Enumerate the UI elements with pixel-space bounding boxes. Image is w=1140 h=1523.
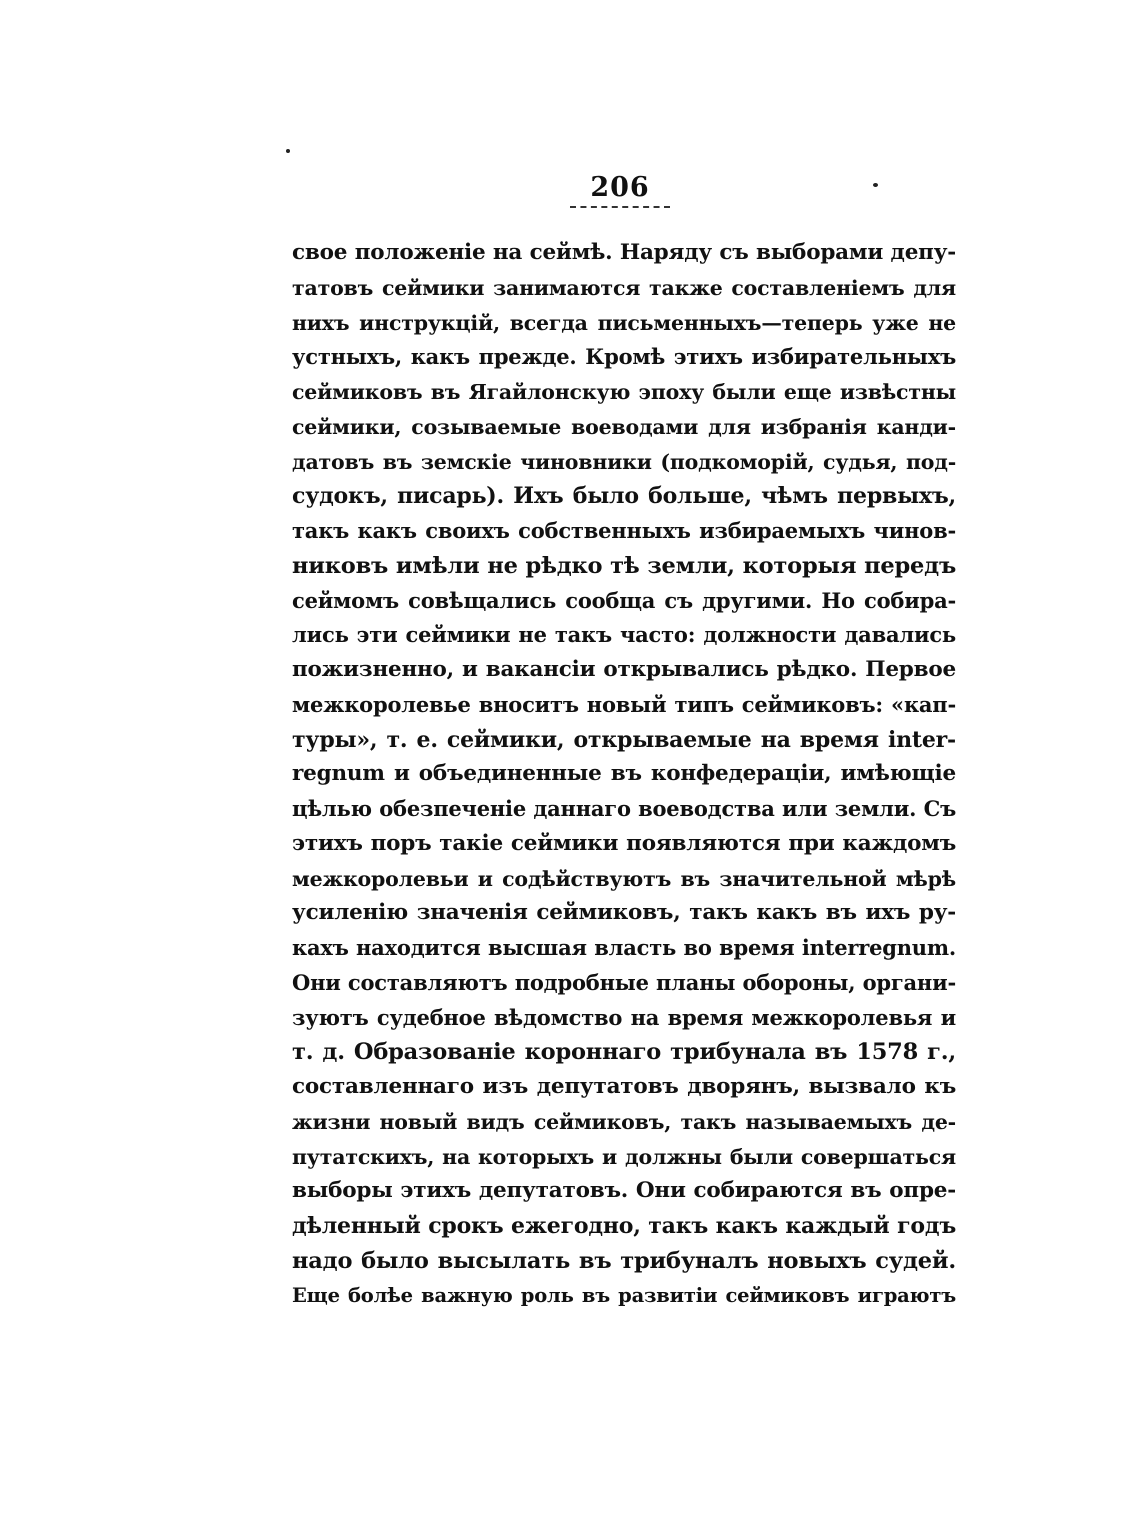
text-line: туры», т. е. сеймики, открываемые на время inter- <box>292 726 956 753</box>
text-line: дѣленный срокъ ежегодно, такъ какъ каждый годъ <box>292 1213 956 1239</box>
text-line: судокъ, писарь). Ихъ было больше, чѣмъ первыхъ, <box>292 483 956 510</box>
body-text <box>292 236 956 1313</box>
text-line: нихъ инструкцій, всегда письменныхъ—теперь уже не <box>292 310 956 335</box>
text-line: цѣлью обезпеченіе даннаго воеводства или земли. Съ <box>292 796 956 821</box>
text-line: устныхъ, какъ прежде. Кромѣ этихъ избирательныхъ <box>292 344 956 370</box>
text-line: regnum и объединенные въ конфедераціи, имѣющіе <box>292 761 956 787</box>
text-line: датовъ въ земскіе чиновники (подкоморій, судья, под- <box>292 449 956 474</box>
text-line: никовъ имѣли не рѣдко тѣ земли, которыя передъ <box>292 552 956 579</box>
text-line: пожизненно, и вакансіи открывались рѣдко. Первое <box>292 657 956 682</box>
text-line: лись эти сеймики не такъ часто: должности давались <box>292 622 956 648</box>
text-line: межкоролевье вноситъ новый типъ сеймиковъ: «кап- <box>292 691 956 717</box>
text-line: усиленію значенія сеймиковъ, такъ какъ въ ихъ ру- <box>292 900 956 926</box>
text-line: кахъ находится высшая власть во время interregnum. <box>292 935 956 960</box>
text-line: татовъ сеймики занимаются также составленіемъ для <box>292 275 956 300</box>
text-line: выборы этихъ депутатовъ. Они собираются въ опре- <box>292 1178 956 1204</box>
text-line: составленнаго изъ депутатовъ дворянъ, вызвало къ <box>292 1074 956 1099</box>
scan-speck <box>873 183 878 187</box>
header-rule <box>570 206 670 208</box>
text-line: сеймики, созываемые воеводами для избранія канди- <box>292 414 956 439</box>
text-line: межкоролевьи и содѣйствуютъ въ значительной мѣрѣ <box>292 866 956 891</box>
text-line: этихъ поръ такіе сеймики появляются при каждомъ <box>292 830 956 856</box>
text-line: сеймомъ совѣщались сообща съ другими. Но собира- <box>292 587 956 613</box>
text-line: Еще болѣе важную роль въ развитіи сеймиковъ играютъ <box>292 1283 956 1307</box>
text-line: путатскихъ, на которыхъ и должны были совершаться <box>292 1144 956 1169</box>
page-number: 206 <box>590 172 650 203</box>
text-line: такъ какъ своихъ собственныхъ избираемыхъ чинов- <box>292 518 956 543</box>
text-line: жизни новый видъ сеймиковъ, такъ называемыхъ де- <box>292 1109 956 1134</box>
text-line: свое положеніе на сеймѣ. Наряду съ выборами депу- <box>292 240 956 265</box>
text-line: сеймиковъ въ Ягайлонскую эпоху были еще извѣстны <box>292 380 956 404</box>
scan-speck <box>286 149 290 153</box>
text-line: Они составляютъ подробные планы обороны, органи- <box>292 969 956 995</box>
text-line: т. д. Образованіе короннаго трибунала въ 1578 г., <box>292 1039 956 1066</box>
text-line: надо было высылать въ трибуналъ новыхъ судей. <box>292 1247 956 1274</box>
text-line: зуютъ судебное вѣдомство на время межкоролевья и <box>292 1004 956 1030</box>
